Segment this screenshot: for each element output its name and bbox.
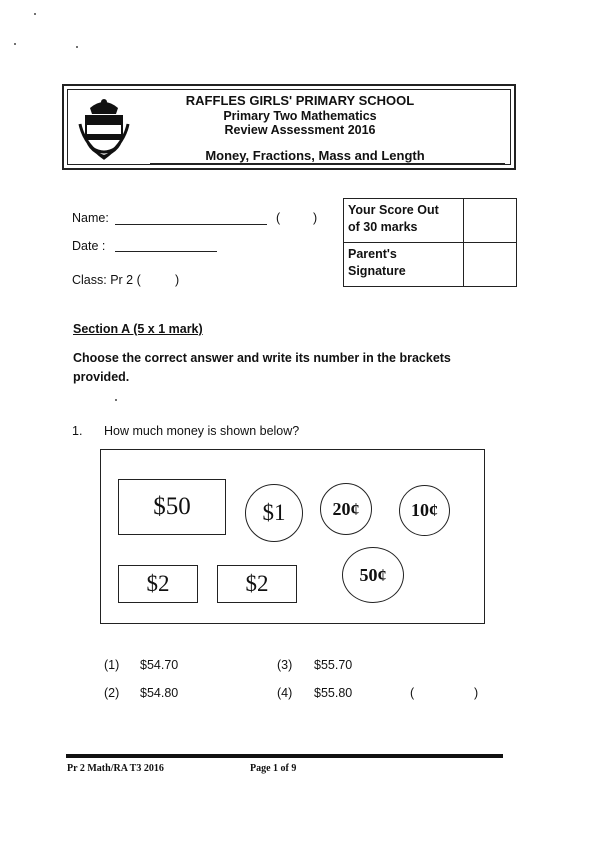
option-1-value[interactable]: $54.70 xyxy=(140,658,179,672)
school-name: RAFFLES GIRLS' PRIMARY SCHOOL xyxy=(185,93,415,108)
banknote-2: $2 xyxy=(217,565,297,603)
section-title: Section A (5 x 1 mark) xyxy=(73,322,203,336)
parent-signature-label: Parent's Signature xyxy=(348,247,406,278)
name-bracket-open: ( xyxy=(276,211,281,225)
stray-dot xyxy=(34,13,36,15)
answer-field[interactable] xyxy=(420,684,470,702)
stray-dot xyxy=(115,399,117,401)
name-bracket-close: ) xyxy=(313,211,318,225)
coin-50-cents: 50¢ xyxy=(342,547,404,603)
stray-dot xyxy=(76,46,78,48)
question-number: 1. xyxy=(72,424,83,438)
score-value-cell[interactable] xyxy=(464,199,516,242)
answer-bracket-close: ) xyxy=(474,686,479,700)
answer-bracket-open: ( xyxy=(410,686,415,700)
topics-title: Money, Fractions, Mass and Length xyxy=(205,148,425,163)
option-4-number: (4) xyxy=(277,686,293,700)
parent-signature-cell[interactable] xyxy=(464,243,516,286)
score-label: Your Score Out of 30 marks xyxy=(348,203,439,234)
page-number: Page 1 of 9 xyxy=(250,763,297,774)
class-bracket-close: ) xyxy=(175,273,180,287)
date-input-line[interactable] xyxy=(115,251,217,252)
date-label: Date : xyxy=(72,239,106,253)
option-3-number: (3) xyxy=(277,658,293,672)
topics-underline xyxy=(150,163,505,165)
stray-dot xyxy=(14,43,16,45)
banknote-50: $50 xyxy=(118,479,226,535)
option-2-value[interactable]: $54.80 xyxy=(140,686,179,700)
class-label: Class: Pr 2 ( xyxy=(72,273,141,287)
option-3-value[interactable]: $55.70 xyxy=(314,658,353,672)
option-2-number: (2) xyxy=(104,686,120,700)
school-crest-icon xyxy=(76,94,132,160)
option-4-value[interactable]: $55.80 xyxy=(314,686,353,700)
name-label: Name: xyxy=(72,211,109,225)
section-instruction: Choose the correct answer and write its number in the brackets provided. xyxy=(73,351,451,384)
coin-10-cents: 10¢ xyxy=(399,485,450,536)
coin-1-dollar: $1 xyxy=(245,484,303,542)
subject-title: Primary Two Mathematics xyxy=(223,109,377,123)
assessment-title: Review Assessment 2016 xyxy=(224,123,376,137)
question-text: How much money is shown below? xyxy=(104,424,300,438)
name-input-line[interactable] xyxy=(115,224,267,225)
footer-code: Pr 2 Math/RA T3 2016 xyxy=(67,763,164,774)
coin-20-cents: 20¢ xyxy=(320,483,372,535)
option-1-number: (1) xyxy=(104,658,120,672)
footer-rule xyxy=(66,754,503,758)
banknote-2: $2 xyxy=(118,565,198,603)
